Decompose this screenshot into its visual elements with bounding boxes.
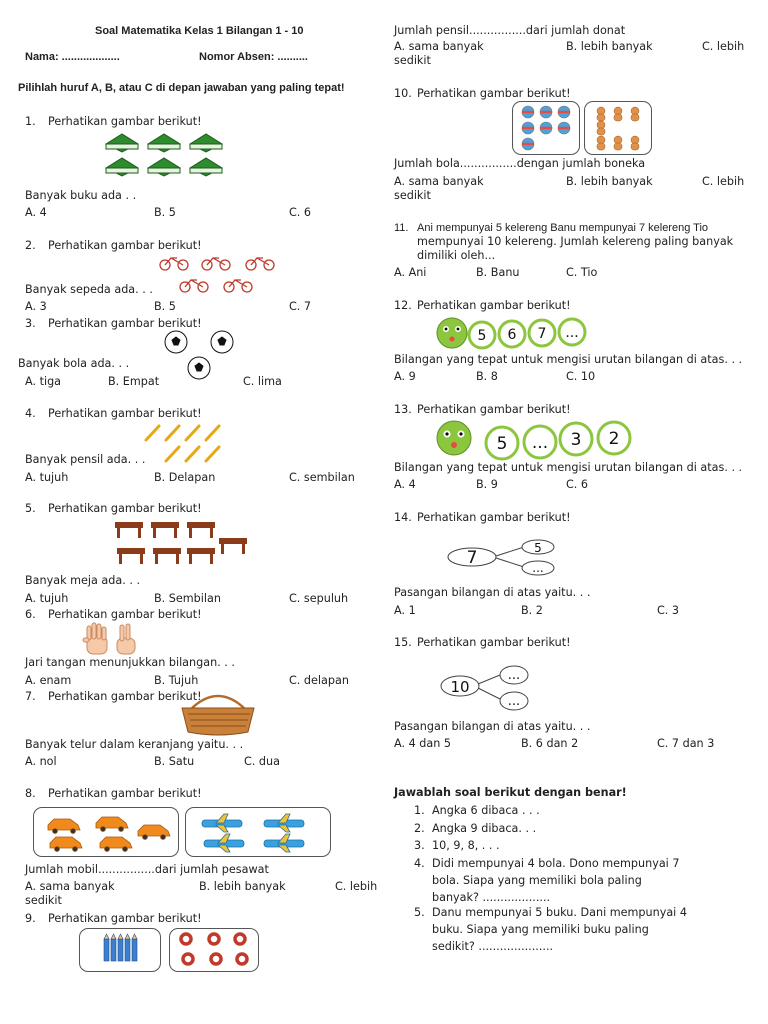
essay-1-line: Angka 6 dibaca . . . bbox=[432, 804, 540, 817]
q8-prompt: Perhatikan gambar berikut! bbox=[48, 787, 202, 800]
pencil-icon bbox=[206, 447, 219, 461]
teddy-bears-picture bbox=[585, 102, 651, 154]
ball-icon bbox=[558, 122, 570, 134]
q9-option-c: C. lebih bbox=[702, 40, 745, 53]
books-picture bbox=[104, 130, 224, 178]
pencil-icon bbox=[166, 447, 179, 461]
table-icon bbox=[115, 522, 143, 538]
bond-part-number: 5 bbox=[534, 541, 542, 555]
essay-5-number: 5. bbox=[414, 906, 425, 919]
q10-option-b: B. lebih banyak bbox=[566, 175, 653, 188]
donut-icon bbox=[235, 934, 245, 944]
q5-option-c: C. sepuluh bbox=[289, 592, 349, 605]
q9-text: Jumlah pensil................dari jumlah donat bbox=[394, 24, 626, 37]
hands-picture bbox=[83, 622, 139, 656]
q7-option-b: B. Satu bbox=[154, 755, 195, 768]
essay-1-number: 1. bbox=[414, 804, 425, 817]
pencils-picture bbox=[143, 422, 223, 464]
table-icon bbox=[153, 548, 181, 564]
q6-text: Jari tangan menunjukkan bilangan. . . bbox=[25, 656, 235, 669]
q1-prompt: Perhatikan gambar berikut! bbox=[48, 115, 202, 128]
teddy-bear-icon bbox=[597, 136, 605, 150]
q3-option-c: C. lima bbox=[243, 375, 282, 388]
q7-text: Banyak telur dalam keranjang yaitu. . . bbox=[25, 738, 244, 751]
q9-number: 9. bbox=[25, 912, 36, 925]
caterpillar-number: 7 bbox=[537, 326, 547, 342]
airplane-icon bbox=[204, 834, 244, 852]
q6-option-a: A. enam bbox=[25, 674, 72, 687]
bicycle-icon bbox=[246, 258, 274, 270]
bicycles-picture bbox=[158, 254, 282, 292]
q13-option-a: A. 4 bbox=[394, 478, 416, 491]
q8-text: Jumlah mobil................dari jumlah pesawat bbox=[25, 863, 269, 876]
caterpillar-number: ... bbox=[565, 325, 579, 341]
q11-line-1: Ani mempunyai 5 kelereng Banu mempunyai 7 kelereng Tio bbox=[417, 222, 709, 234]
soccer-ball-icon bbox=[188, 357, 210, 379]
q2-option-b: B. 5 bbox=[154, 300, 176, 313]
bond-whole-number: 10 bbox=[450, 678, 470, 696]
q13-option-c: C. 6 bbox=[566, 478, 589, 491]
essay-5-line: buku. Siapa yang memiliki buku paling bbox=[432, 923, 649, 936]
table-icon bbox=[151, 522, 179, 538]
page-title: Soal Matematika Kelas 1 Bilangan 1 - 10 bbox=[95, 25, 304, 37]
name-field-label: Nama: ................... bbox=[25, 51, 120, 63]
q12-option-b: B. 8 bbox=[476, 370, 498, 383]
q10-prompt: Perhatikan gambar berikut! bbox=[417, 87, 571, 100]
ball-icon bbox=[540, 106, 552, 118]
q3-number: 3. bbox=[25, 317, 36, 330]
essay-4-line: bola. Siapa yang memiliki bola paling bbox=[432, 874, 642, 887]
q1-option-b: B. 5 bbox=[154, 206, 176, 219]
q11-line-2: mempunyai 10 kelereng. Jumlah kelereng paling banyak bbox=[417, 235, 734, 248]
q8-option-b: B. lebih banyak bbox=[199, 880, 286, 893]
q10-option-a: A. sama banyak bbox=[394, 175, 484, 188]
q2-number: 2. bbox=[25, 239, 36, 252]
soccer-ball-icon bbox=[165, 331, 187, 353]
beach-balls-picture bbox=[513, 102, 579, 154]
caterpillar-head-icon bbox=[437, 421, 471, 455]
caterpillar-number: ... bbox=[531, 433, 549, 453]
essay-title: Jawablah soal berikut dengan benar! bbox=[394, 786, 627, 799]
book-icon bbox=[190, 134, 222, 152]
donut-icon bbox=[211, 954, 221, 964]
car-icon bbox=[48, 819, 80, 834]
q15-option-a: A. 4 dan 5 bbox=[394, 737, 451, 750]
q5-option-a: A. tujuh bbox=[25, 592, 69, 605]
book-icon bbox=[190, 158, 222, 176]
bicycle-icon bbox=[224, 280, 252, 292]
q4-option-c: C. sembilan bbox=[289, 471, 355, 484]
essay-4-number: 4. bbox=[414, 857, 425, 870]
q7-prompt: Perhatikan gambar berikut! bbox=[48, 690, 202, 703]
essay-2-line: Angka 9 dibaca. . . bbox=[432, 822, 537, 835]
pencil-icon bbox=[206, 426, 219, 440]
ball-icon bbox=[558, 106, 570, 118]
q11-line-3: dimiliki oleh... bbox=[417, 249, 496, 262]
basket-picture bbox=[178, 692, 258, 738]
balls-box bbox=[512, 101, 580, 155]
q6-number: 6. bbox=[25, 608, 36, 621]
q11-option-c: C. Tio bbox=[566, 266, 598, 279]
q3-option-b: B. Empat bbox=[108, 375, 160, 388]
instruction: Pilihlah huruf A, B, atau C di depan jawaban yang paling tepat! bbox=[18, 82, 345, 94]
caterpillar-number: 3 bbox=[570, 430, 582, 450]
q15-number: 15. bbox=[394, 636, 412, 649]
pencil-icon bbox=[166, 426, 179, 440]
essay-4-line: banyak? ................... bbox=[432, 891, 551, 904]
q2-option-a: A. 3 bbox=[25, 300, 47, 313]
pencil-icon bbox=[118, 934, 123, 961]
caterpillar-head-icon bbox=[437, 318, 467, 348]
car-icon bbox=[96, 817, 128, 832]
caterpillar-13 bbox=[432, 418, 642, 460]
q7-number: 7. bbox=[25, 690, 36, 703]
q3-text: Banyak bola ada. . . bbox=[18, 357, 130, 370]
donut-icon bbox=[183, 954, 193, 964]
teddy-bear-icon bbox=[614, 107, 622, 121]
q6-option-c: C. delapan bbox=[289, 674, 349, 687]
bicycle-icon bbox=[180, 280, 208, 292]
table-icon bbox=[187, 522, 215, 538]
pencil-icon bbox=[146, 426, 159, 440]
absen-field-label: Nomor Absen: .......... bbox=[199, 51, 308, 63]
q2-option-c: C. 7 bbox=[289, 300, 312, 313]
blue-pencils-picture bbox=[80, 929, 160, 971]
q6-prompt: Perhatikan gambar berikut! bbox=[48, 608, 202, 621]
bond-part-number: ... bbox=[532, 561, 544, 575]
q1-number: 1. bbox=[25, 115, 36, 128]
donut-icon bbox=[237, 954, 247, 964]
q10-option-c: C. lebih bbox=[702, 175, 745, 188]
q10-option-c-cont: sedikit bbox=[394, 189, 431, 202]
q12-number: 12. bbox=[394, 299, 412, 312]
q5-option-b: B. Sembilan bbox=[154, 592, 221, 605]
bond-part-number: ... bbox=[507, 694, 521, 709]
car-icon bbox=[50, 837, 82, 852]
donuts-picture bbox=[170, 929, 258, 971]
teddy-bear-icon bbox=[631, 136, 639, 150]
soccer-ball-icon bbox=[211, 331, 233, 353]
q9-prompt: Perhatikan gambar berikut! bbox=[48, 912, 202, 925]
book-icon bbox=[106, 158, 138, 176]
balls-picture bbox=[163, 330, 239, 382]
book-icon bbox=[148, 158, 180, 176]
ball-icon bbox=[540, 122, 552, 134]
cars-picture bbox=[34, 808, 178, 856]
essay-5-line: sedikit? ..................... bbox=[432, 940, 554, 953]
teddy-bear-icon bbox=[597, 121, 605, 135]
essay-3-line: 10, 9, 8, . . . bbox=[432, 839, 500, 852]
q3-prompt: Perhatikan gambar berikut! bbox=[48, 317, 202, 330]
q8-number: 8. bbox=[25, 787, 36, 800]
q13-prompt: Perhatikan gambar berikut! bbox=[417, 403, 571, 416]
essay-3-number: 3. bbox=[414, 839, 425, 852]
q4-option-a: A. tujuh bbox=[25, 471, 69, 484]
basket-icon bbox=[182, 696, 254, 735]
caterpillar-number: 5 bbox=[496, 434, 508, 454]
q11-number: 11. bbox=[394, 222, 409, 234]
bicycle-icon bbox=[160, 258, 188, 270]
q13-number: 13. bbox=[394, 403, 412, 416]
q4-prompt: Perhatikan gambar berikut! bbox=[48, 407, 202, 420]
table-icon bbox=[219, 538, 247, 554]
q6-option-b: B. Tujuh bbox=[154, 674, 199, 687]
planes-box bbox=[185, 807, 331, 857]
caterpillar-number: 6 bbox=[507, 327, 517, 343]
q9-option-a: A. sama banyak bbox=[394, 40, 484, 53]
planes-picture bbox=[186, 808, 330, 856]
q10-text: Jumlah bola................dengan jumlah boneka bbox=[394, 157, 646, 170]
q5-number: 5. bbox=[25, 502, 36, 515]
teddy-bear-icon bbox=[631, 107, 639, 121]
q14-number: 14. bbox=[394, 511, 412, 524]
car-icon bbox=[138, 825, 170, 840]
q4-option-b: B. Delapan bbox=[154, 471, 216, 484]
pencil-icon bbox=[125, 934, 130, 961]
q5-prompt: Perhatikan gambar berikut! bbox=[48, 502, 202, 515]
caterpillar-12 bbox=[432, 315, 598, 351]
q12-text: Bilangan yang tepat untuk mengisi urutan bilangan di atas. . . bbox=[394, 353, 743, 366]
q1-text: Banyak buku ada . . bbox=[25, 189, 137, 202]
car-icon bbox=[100, 837, 132, 852]
dolls-box bbox=[584, 101, 652, 155]
open-hand-icon bbox=[83, 623, 107, 654]
ball-icon bbox=[522, 122, 534, 134]
q15-option-b: B. 6 dan 2 bbox=[521, 737, 579, 750]
q12-option-a: A. 9 bbox=[394, 370, 416, 383]
bicycle-icon bbox=[202, 258, 230, 270]
pencil-icon bbox=[186, 426, 199, 440]
ball-icon bbox=[522, 106, 534, 118]
book-icon bbox=[106, 134, 138, 152]
table-icon bbox=[187, 548, 215, 564]
bond-part-number: ... bbox=[507, 668, 521, 683]
q14-prompt: Perhatikan gambar berikut! bbox=[417, 511, 571, 524]
caterpillar-number: 2 bbox=[608, 429, 620, 449]
q9-option-b: B. lebih banyak bbox=[566, 40, 653, 53]
pencil-icon bbox=[132, 934, 137, 961]
teddy-bear-icon bbox=[597, 107, 605, 121]
two-fingers-hand-icon bbox=[117, 624, 135, 654]
donut-icon bbox=[181, 934, 191, 944]
cars-box bbox=[33, 807, 179, 857]
q14-text: Pasangan bilangan di atas yaitu. . . bbox=[394, 586, 591, 599]
q13-text: Bilangan yang tepat untuk mengisi urutan bilangan di atas. . . bbox=[394, 461, 743, 474]
q11-option-b: B. Banu bbox=[476, 266, 520, 279]
donuts-box bbox=[169, 928, 259, 972]
q1-option-a: A. 4 bbox=[25, 206, 47, 219]
pencil-icon bbox=[104, 934, 109, 961]
q1-option-c: C. 6 bbox=[289, 206, 312, 219]
q2-text: Banyak sepeda ada. . . bbox=[25, 283, 153, 296]
q12-option-c: C. 10 bbox=[566, 370, 596, 383]
number-bond-15 bbox=[440, 664, 530, 712]
tables-picture bbox=[113, 520, 249, 568]
q15-text: Pasangan bilangan di atas yaitu. . . bbox=[394, 720, 591, 733]
airplane-icon bbox=[264, 814, 304, 832]
q5-text: Banyak meja ada. . . bbox=[25, 574, 141, 587]
teddy-bear-icon bbox=[614, 136, 622, 150]
q12-prompt: Perhatikan gambar berikut! bbox=[417, 299, 571, 312]
q10-number: 10. bbox=[394, 87, 412, 100]
essay-5-line: Danu mempunyai 5 buku. Dani mempunyai 4 bbox=[432, 906, 687, 919]
pencils-box bbox=[79, 928, 161, 972]
bond-whole-number: 7 bbox=[466, 548, 478, 568]
essay-4-line: Didi mempunyai 4 bola. Dono mempunyai 7 bbox=[432, 857, 680, 870]
airplane-icon bbox=[202, 814, 242, 832]
q3-option-a: A. tiga bbox=[25, 375, 62, 388]
q2-prompt: Perhatikan gambar berikut! bbox=[48, 239, 202, 252]
q14-option-b: B. 2 bbox=[521, 604, 543, 617]
q8-option-c-cont: sedikit bbox=[25, 894, 62, 907]
q15-prompt: Perhatikan gambar berikut! bbox=[417, 636, 571, 649]
q8-option-c: C. lebih bbox=[335, 880, 378, 893]
q14-option-c: C. 3 bbox=[657, 604, 680, 617]
q4-text: Banyak pensil ada. . . bbox=[25, 453, 146, 466]
ball-icon bbox=[522, 138, 534, 150]
q14-option-a: A. 1 bbox=[394, 604, 416, 617]
number-bond-14 bbox=[446, 538, 560, 578]
q15-option-c: C. 7 dan 3 bbox=[657, 737, 715, 750]
airplane-icon bbox=[264, 834, 304, 852]
table-icon bbox=[117, 548, 145, 564]
essay-2-number: 2. bbox=[414, 822, 425, 835]
q7-option-a: A. nol bbox=[25, 755, 57, 768]
book-icon bbox=[148, 134, 180, 152]
pencil-icon bbox=[111, 934, 116, 961]
q8-option-a: A. sama banyak bbox=[25, 880, 115, 893]
q11-option-a: A. Ani bbox=[394, 266, 427, 279]
pencil-icon bbox=[186, 447, 199, 461]
caterpillar-number: 5 bbox=[477, 328, 487, 344]
donut-icon bbox=[209, 934, 219, 944]
q9-option-c-cont: sedikit bbox=[394, 54, 431, 67]
q13-option-b: B. 9 bbox=[476, 478, 498, 491]
q7-option-c: C. dua bbox=[244, 755, 280, 768]
q4-number: 4. bbox=[25, 407, 36, 420]
